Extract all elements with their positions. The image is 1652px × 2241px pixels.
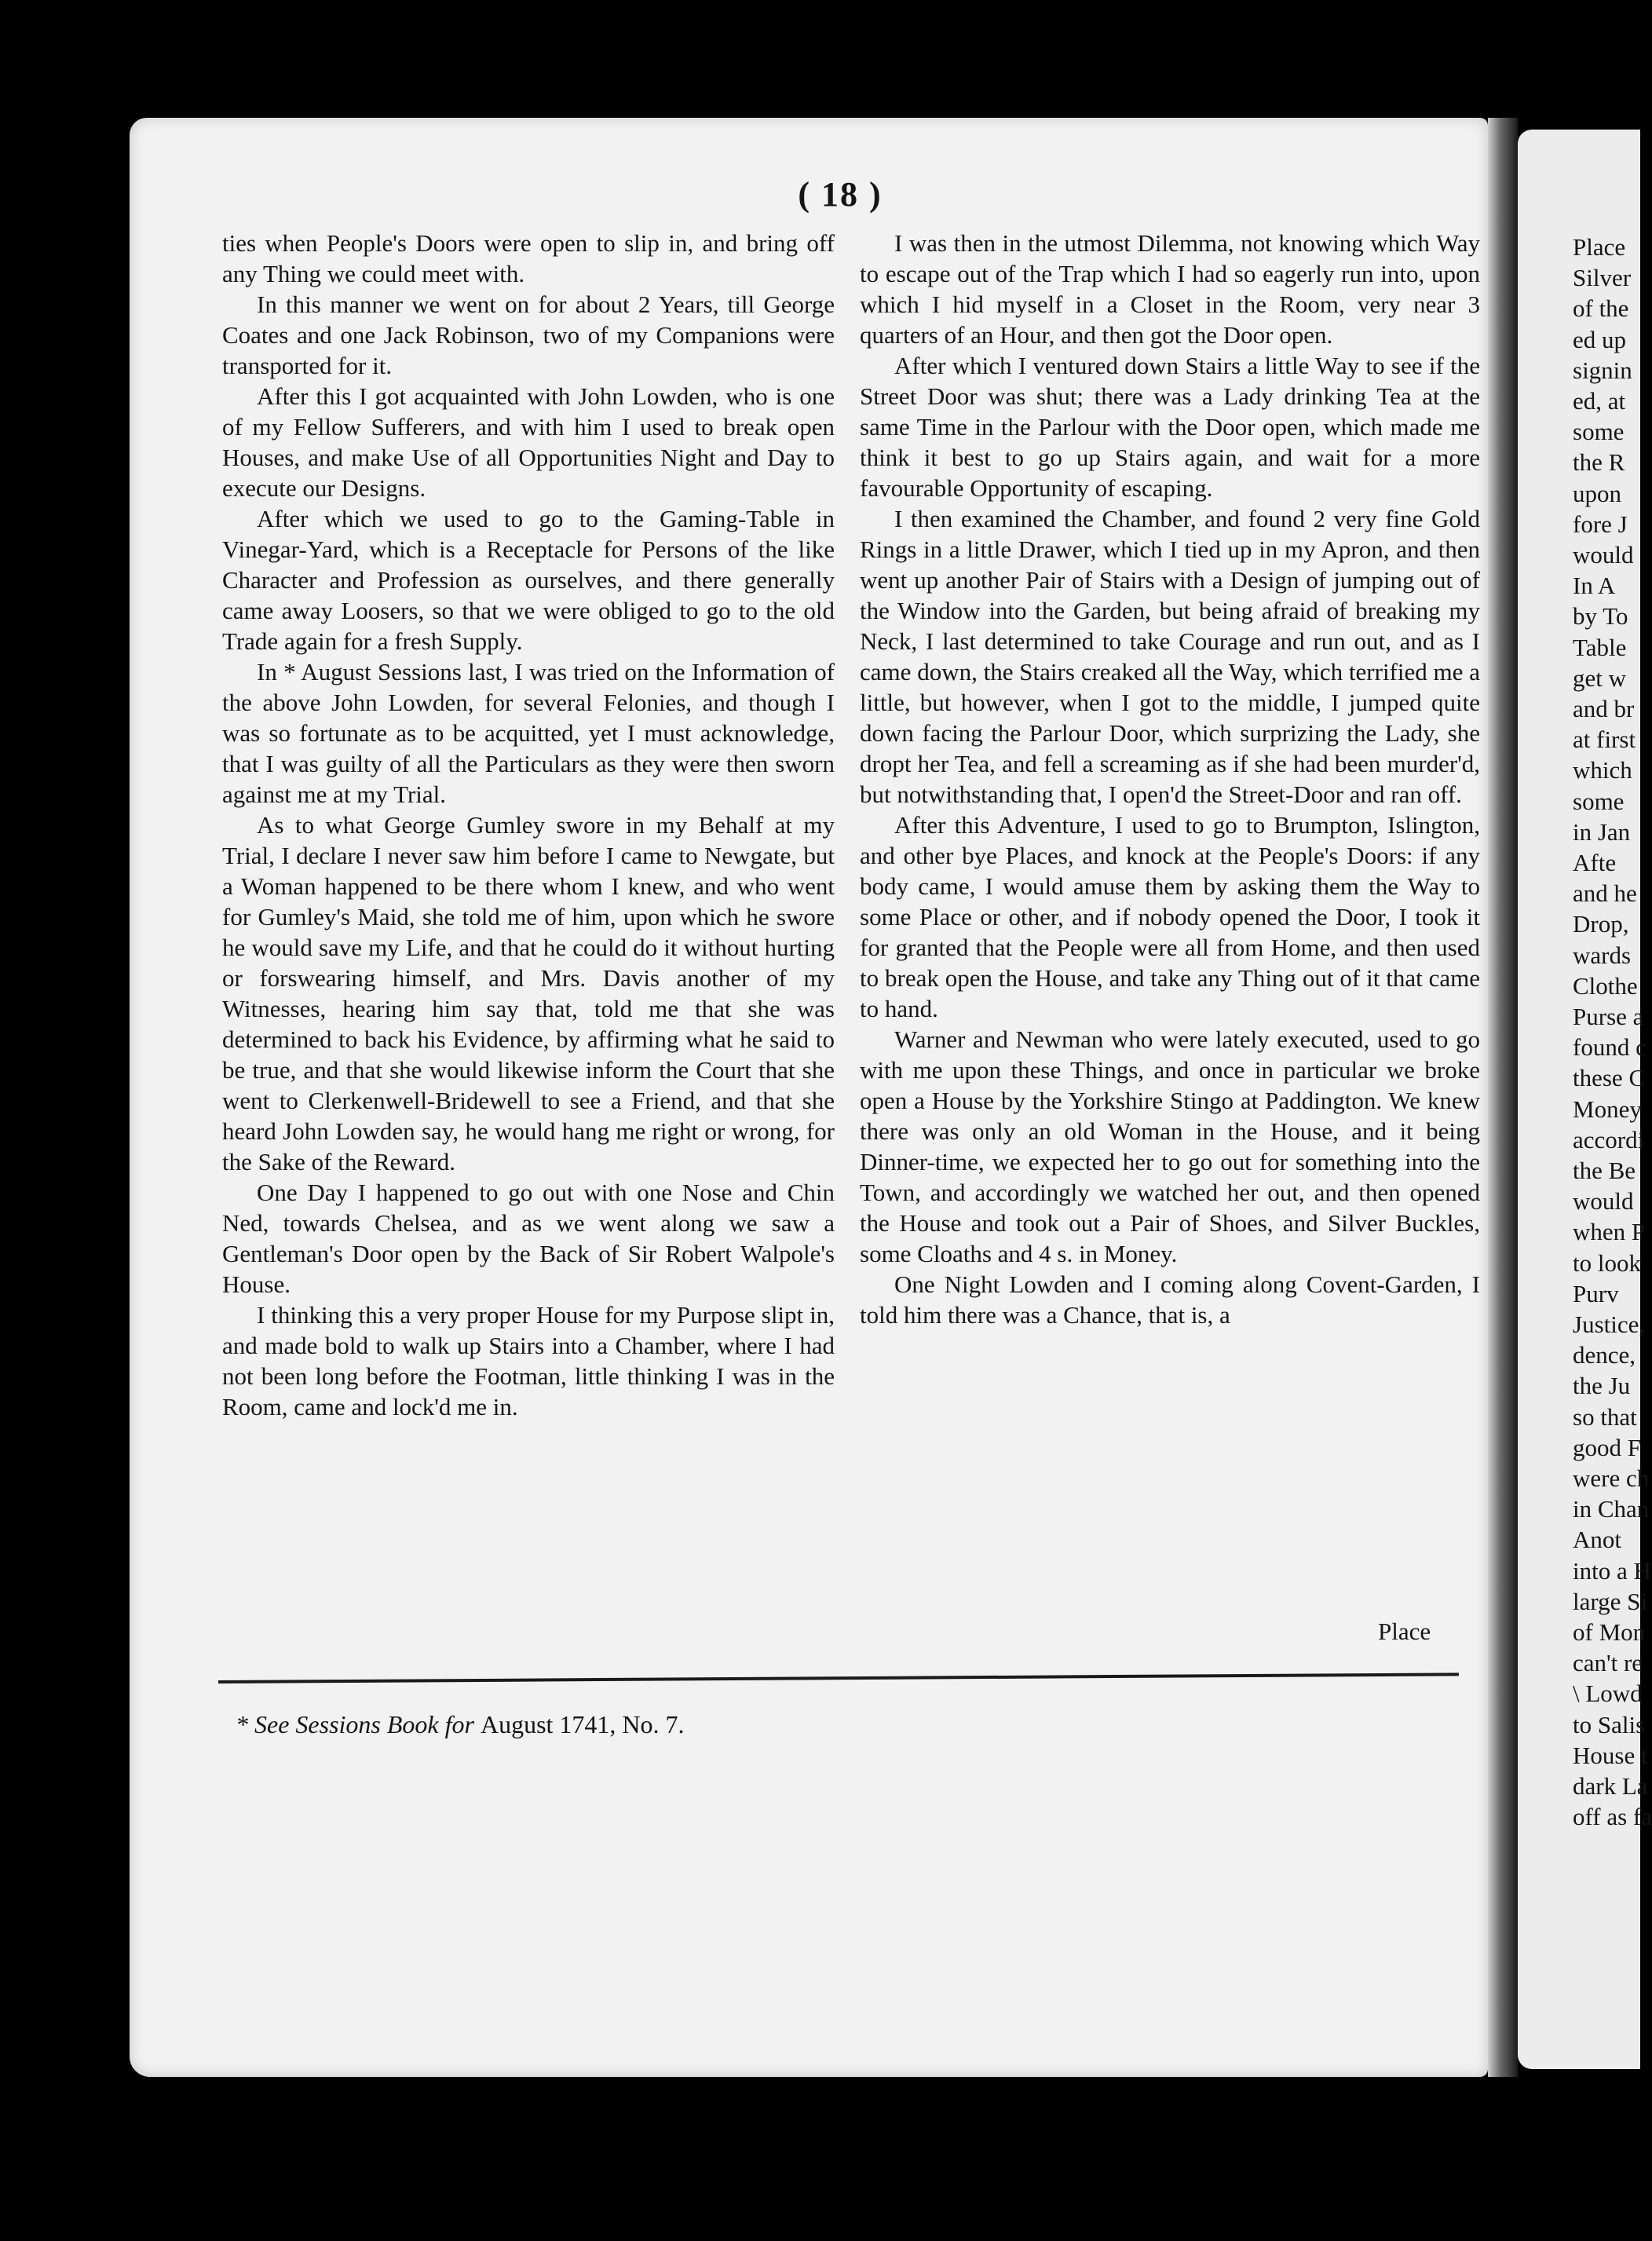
adjacent-page-fragment: by To bbox=[1573, 602, 1628, 631]
page-number: ( 18 ) bbox=[798, 175, 883, 214]
adjacent-page-fragment: at first bbox=[1573, 726, 1636, 754]
adjacent-page-fragment: Place bbox=[1573, 233, 1626, 261]
footnote-italic: * See Sessions Book for bbox=[236, 1710, 474, 1738]
adjacent-page-fragment: accordi bbox=[1573, 1125, 1645, 1153]
paragraph: I then examined the Chamber, and found 2 very fine Gold Rings in a little Drawer, which I tied up in my Apron, and then went up another Pair of Stairs with a Design of jumping out of the Window into the Garden, but being afraid of breaking my Neck, I last determined to take Courage and run out, and as I came down, the Stairs creaked all the Way, which terrified me a little, but however, when I got to the middle, I jumped quite down facing the Parlour Door, which surprizing the Lady, she dropt her Tea, and fell a screaming as if she had been murder'd, but notwithstanding that, I open'd the Street-Door and ran off. bbox=[860, 505, 1480, 808]
adjacent-page-fragment: which bbox=[1573, 756, 1632, 784]
adjacent-page-fragment: \ Lowd bbox=[1573, 1680, 1643, 1708]
adjacent-page-fragment: when P bbox=[1573, 1218, 1646, 1246]
adjacent-page-fragment: get w bbox=[1573, 664, 1627, 692]
adjacent-page-fragment: to Salis bbox=[1573, 1710, 1646, 1738]
adjacent-page-fragment: Purv bbox=[1573, 1279, 1619, 1307]
adjacent-page-edge bbox=[1518, 130, 1652, 2069]
adjacent-page-fragment: large Si bbox=[1573, 1587, 1647, 1615]
adjacent-page-fragment: to look bbox=[1573, 1248, 1641, 1277]
adjacent-page-fragment: fore J bbox=[1573, 510, 1628, 538]
adjacent-page-fragment: were ch bbox=[1573, 1464, 1650, 1492]
adjacent-page-fragment: good F bbox=[1573, 1433, 1641, 1461]
adjacent-page-fragment: upon bbox=[1573, 479, 1621, 507]
paragraph: I was then in the utmost Dilemma, not knowing which Way to escape out of the Trap which I had so eagerly run into, upon which I hid myself in a Closet in the Room, very near 3 quarters of an Hour, and then got the Door open. bbox=[860, 229, 1480, 349]
paragraph: In * August Sessions last, I was tried on the Information of the above John Lowden, for several Felonies, and though I was so fortunate as to be acquitted, yet I must acknowledge, that I was guilty of all the Particulars as they were then sworn against me at my Trial. bbox=[222, 658, 835, 808]
book-gutter bbox=[1488, 118, 1518, 2077]
adjacent-page-fragment: so that bbox=[1573, 1402, 1637, 1431]
adjacent-page-fragment: the R bbox=[1573, 448, 1625, 477]
adjacent-page-fragment: ed, at bbox=[1573, 387, 1626, 415]
adjacent-page-fragment: and br bbox=[1573, 695, 1635, 722]
paragraph: After this I got acquainted with John Lowden, who is one of my Fellow Sufferers, and with him I used to break open Houses, and make Use of all Opportunities Night and Day to execute our Designs. bbox=[222, 382, 835, 502]
footnote-reference: August 1741, No. 7. bbox=[480, 1710, 685, 1738]
adjacent-page-fragment: House t bbox=[1573, 1741, 1648, 1769]
adjacent-page-fragment: signin bbox=[1573, 356, 1632, 384]
paragraph: After which I ventured down Stairs a little Way to see if the Street Door was shut; there was a Lady drinking Tea at the same Time in the Parlour with the Door open, which made me think it best to go up Stairs again, and wait for a more favourable Opportunity of escaping. bbox=[860, 352, 1480, 502]
catchword: Place bbox=[1378, 1618, 1431, 1645]
adjacent-page-fragment: into a H bbox=[1573, 1556, 1651, 1585]
adjacent-page-fragment: Drop, bbox=[1573, 910, 1629, 938]
adjacent-page-fragment: Justice, bbox=[1573, 1311, 1646, 1338]
adjacent-page-fragment: Table bbox=[1573, 633, 1627, 661]
adjacent-page-fragment: ed up bbox=[1573, 325, 1627, 353]
footnote bbox=[236, 1710, 685, 1739]
adjacent-page-fragment: the Ju bbox=[1573, 1372, 1631, 1400]
adjacent-page-fragment: wards bbox=[1573, 941, 1632, 969]
adjacent-page-fragment: and he bbox=[1573, 879, 1637, 908]
paragraph: After which we used to go to the Gaming-Table in Vinegar-Yard, which is a Receptacle for Persons of the like Character and Profession as ourselves, and there generally came away Loosers, so that we were obliged to go to the old Trade again for a fresh Supply. bbox=[222, 505, 835, 655]
adjacent-page-fragment: In A bbox=[1573, 572, 1616, 600]
right-column bbox=[860, 228, 1480, 1330]
adjacent-page-fragment: the Be bbox=[1573, 1157, 1636, 1184]
adjacent-page-fragment: of Mon bbox=[1573, 1618, 1646, 1646]
paragraph: One Night Lowden and I coming along Covent-Garden, I told him there was a Chance, that is, a bbox=[860, 1270, 1480, 1329]
adjacent-page-fragment: of the bbox=[1573, 294, 1629, 323]
left-column bbox=[222, 228, 835, 1422]
adjacent-page-fragment: dence, bbox=[1573, 1341, 1636, 1369]
adjacent-page-fragment: would bbox=[1573, 1187, 1634, 1216]
adjacent-page-fragment: dark La bbox=[1573, 1772, 1648, 1800]
adjacent-page-fragment: would bbox=[1573, 541, 1634, 568]
paragraph: Warner and Newman who were lately executed, used to go with me upon these Things, and once in particular we broke open a House by the Yorkshire Stingo at Paddington. We knew there was only an old Woman in the House, and it being Dinner-time, we expected her to go out for something into the Town, and accordingly we watched her out, and then opened the House and took out a Pair of Shoes, and Silver Buckles, some Cloaths and 4 s. in Money. bbox=[860, 1025, 1480, 1267]
paragraph: In this manner we went on for about 2 Years, till George Coates and one Jack Robinson, two of my Companions were transported for it. bbox=[222, 291, 835, 379]
adjacent-page-fragment: can't re bbox=[1573, 1649, 1643, 1677]
adjacent-page-fragment: in Chan bbox=[1573, 1495, 1650, 1523]
adjacent-page-fragment: Afte bbox=[1573, 849, 1617, 876]
adjacent-page-fragment: these C bbox=[1573, 1064, 1646, 1092]
paragraph: ties when People's Doors were open to slip in, and bring off any Thing we could meet with. bbox=[222, 229, 835, 287]
adjacent-page-fragment: some bbox=[1573, 418, 1625, 446]
paragraph: I thinking this a very proper House for my Purpose slipt in, and made bold to walk up Stairs into a Chamber, where I had not been long before the Footman, little thinking I was in the Room, came and lock'd me in. bbox=[222, 1301, 835, 1420]
adjacent-page-fragment: Silver bbox=[1573, 264, 1632, 292]
adjacent-page-fragment: in Jan bbox=[1573, 817, 1631, 846]
adjacent-page-fragment: Money bbox=[1573, 1095, 1642, 1123]
paragraph: After this Adventure, I used to go to Brumpton, Islington, and other bye Places, and knock at the People's Doors: if any body came, I would amuse them by asking them the Way to some Place or other, and if nobody opened the Door, I took it for granted that the People were all from Home, and then used to break open the House, and take any Thing out of it that came to hand. bbox=[860, 811, 1480, 1022]
paragraph: One Day I happened to go out with one Nose and Chin Ned, towards Chelsea, and as we went along we saw a Gentleman's Door open by the Back of Sir Robert Walpole's House. bbox=[222, 1179, 835, 1298]
adjacent-page-fragment: Purse a bbox=[1573, 1003, 1644, 1030]
paragraph: As to what George Gumley swore in my Behalf at my Trial, I declare I never saw him before I came to Newgate, but a Woman happened to be there whom I knew, and who went for Gumley's Maid, she told me of him, upon which he swore he would save my Life, and that he could do it without hurting or forswearing himself, and Mrs. Davis another of my Witnesses, hearing him say that, told me that she was determined to back his Evidence, by affirming what he said to be true, and that she would likewise inform the Court that she went to Clerkenwell-Bridewell to see a Friend, and that she heard John Lowden say, he would hang me right or wrong, for the Sake of the Reward. bbox=[222, 811, 835, 1175]
adjacent-page-fragment: some bbox=[1573, 787, 1625, 815]
adjacent-page-fragment: found c bbox=[1573, 1033, 1647, 1062]
adjacent-page-fragment: Clothe bbox=[1573, 971, 1638, 1000]
adjacent-page-fragment: Anot bbox=[1573, 1526, 1621, 1554]
adjacent-page-fragment: off as fa bbox=[1573, 1803, 1652, 1831]
